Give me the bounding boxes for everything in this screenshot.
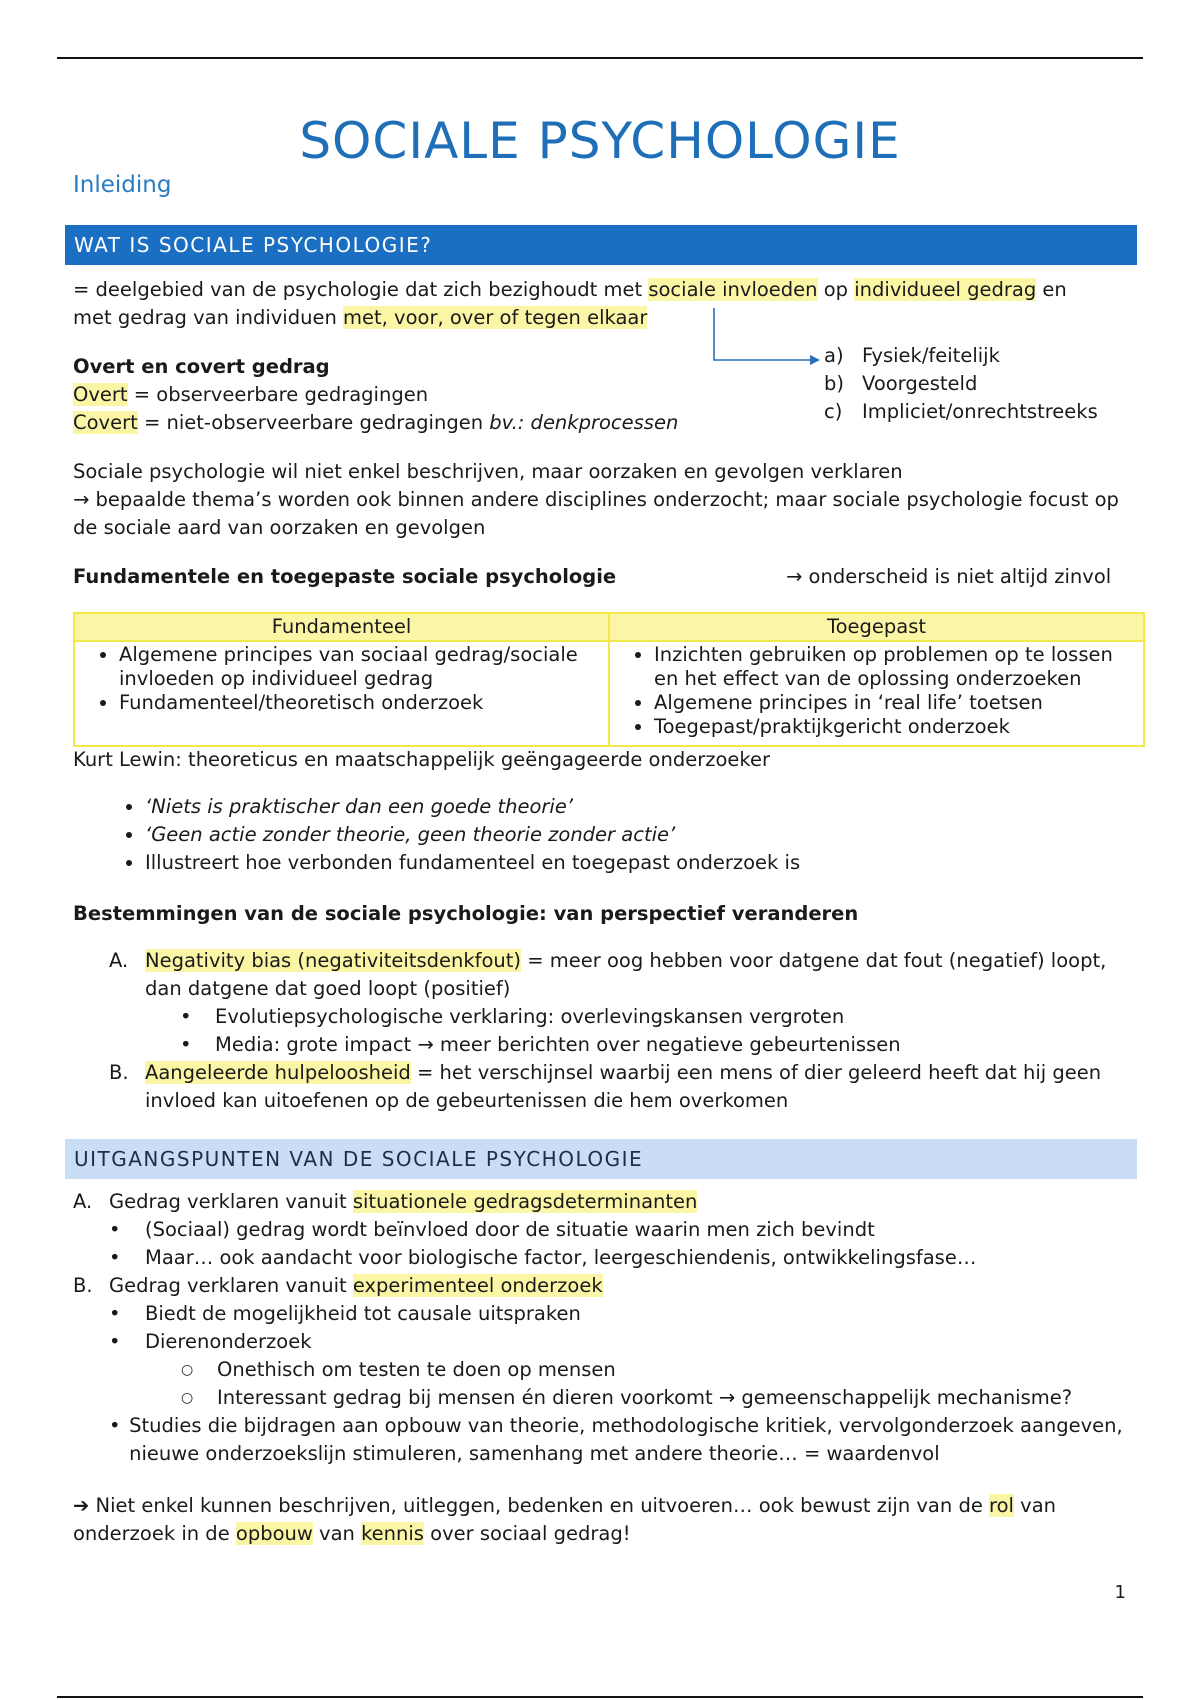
subheading-fundamental-applied: Fundamentele en toegepaste sociale psychologie [73,565,617,588]
highlight: Overt [73,383,128,406]
lewin-points [73,793,1143,877]
highlight: rol [989,1494,1014,1517]
uitgangspunten-list [73,1188,1143,1468]
list-item: • Illustreert hoe verbonden fundamenteel en toegepast onderzoek is [145,849,1143,877]
highlight: opbouw [235,1522,313,1545]
list-item: • Dierenonderzoek [109,1330,312,1353]
list-item: c) Impliciet/onrechtstreeks [824,400,1098,423]
subheading-overt-covert: Overt en covert gedrag [73,355,330,378]
list-item: B. Gedrag verklaren vanuit experimenteel onderzoek [73,1274,603,1297]
section-heading-wat-is: WAT IS SOCIALE PSYCHOLOGIE? [65,225,1137,265]
list-item: • ‘Geen actie zonder theorie, geen theorie zonder actie’ [145,821,1143,849]
conclusion-paragraph: ➔ Niet enkel kunnen beschrijven, uitleggen, bedenken en uitvoeren… ook bewust zijn van de rol van onderzoek in de opbouw van kennis over sociaal gedrag! [73,1494,1056,1545]
list-item: • Toegepast/praktijkgericht onderzoek [654,715,1139,739]
explanation-paragraph: Sociale psychologie wil niet enkel beschrijven, maar oorzaken en gevolgen verklaren → bepaalde thema’s worden ook binnen andere disciplines onderzocht; maar sociale psychologie focust op de sociale aard van oorzaken en gevolgen [73,460,1119,539]
highlight: met, voor, over of tegen elkaar [343,306,648,329]
list-item: b) Voorgesteld [824,372,978,395]
table-cell [609,641,1144,746]
list-item: A. Gedrag verklaren vanuit situationele gedragsdeterminanten [73,1190,698,1213]
bottom-rule [57,1696,1143,1698]
bestemmingen-list [73,947,1143,1115]
definition-paragraph: = deelgebied van de psychologie dat zich bezighoudt met sociale invloeden op individueel gedrag en met gedrag van individuen met, voor, over of tegen elkaar [73,278,1067,329]
highlight: situationele gedragsdeterminanten [352,1190,698,1213]
page-number: 1 [1114,1582,1126,1603]
list-item: • ‘Niets is praktischer dan een goede theorie’ [145,793,1143,821]
highlight: kennis [361,1522,424,1545]
subheading-bestemmingen: Bestemmingen van de sociale psychologie: van perspectief veranderen [73,902,859,925]
highlight: individueel gedrag [854,278,1037,301]
chapter-heading: Inleiding [73,172,172,198]
fundamental-note: → onderscheid is niet altijd zinvol [786,565,1112,588]
table-row [74,641,1144,746]
table-header: Fundamenteel [74,613,609,641]
highlight: sociale invloeden [648,278,818,301]
interaction-types-list [824,342,1154,426]
list-item: • Inzichten gebruiken op problemen op te lossen en het effect van de oplossing onderzoeken [654,643,1139,691]
highlight: Negativity bias (negativiteitsdenkfout) [145,949,522,972]
list-item: A. Negativity bias (negativiteitsdenkfout) = meer oog hebben voor datgene dat fout (negatief) loopt, dan datgene dat goed loopt (positief) [109,949,1107,1000]
overt-covert-block: Overt en covert gedrag Overt = observeerbare gedragingen Covert = niet-observeerbare gedragingen bv.: denkprocessen [73,353,733,437]
highlight: experimenteel onderzoek [352,1274,603,1297]
highlight: Covert [73,411,138,434]
section-heading-uitgangspunten: UITGANGSPUNTEN VAN DE SOCIALE PSYCHOLOGIE [65,1139,1137,1179]
comparison-table [73,612,1145,747]
list-item: • Maar… ook aandacht voor biologische factor, leergeschiendenis, ontwikkelingsfase… [109,1246,977,1269]
list-item: • Studies die bijdragen aan opbouw van theorie, methodologische kritiek, vervolgonderzoek aangeven, nieuwe onderzoekslijn stimuleren, samenhang met andere theorie… = waardenvol [109,1414,1123,1465]
list-item: • Algemene principes in ‘real life’ toetsen [654,691,1139,715]
lewin-line: Kurt Lewin: theoreticus en maatschappelijk geëngageerde onderzoeker [73,748,770,771]
list-item: • Media: grote impact → meer berichten over negatieve gebeurtenissen [180,1033,901,1056]
list-item: a) Fysiek/feitelijk [824,344,1000,367]
list-item: ○ Interessant gedrag bij mensen én dieren voorkomt → gemeenschappelijk mechanisme? [181,1386,1073,1409]
list-item: ○ Onethisch om testen te doen op mensen [181,1358,616,1381]
list-item: B. Aangeleerde hulpeloosheid = het verschijnsel waarbij een mens of dier geleerd heeft dat hij geen invloed kan uitoefenen op de gebeurtenissen die hem overkomen [109,1061,1102,1112]
list-item: • (Sociaal) gedrag wordt beïnvloed door de situatie waarin men zich bevindt [109,1218,875,1241]
highlight: Aangeleerde hulpeloosheid [145,1061,411,1084]
list-item: • Algemene principes van sociaal gedrag/sociale invloeden op individueel gedrag [119,643,604,691]
list-item: • Biedt de mogelijkheid tot causale uitspraken [109,1302,581,1325]
top-rule [57,57,1143,59]
list-item: • Fundamenteel/theoretisch onderzoek [119,691,604,715]
table-header: Toegepast [609,613,1144,641]
page-title: SOCIALE PSYCHOLOGIE [299,111,901,170]
table-header-row [74,613,1144,641]
list-item: • Evolutiepsychologische verklaring: overlevingskansen vergroten [180,1005,845,1028]
table-cell [74,641,609,746]
